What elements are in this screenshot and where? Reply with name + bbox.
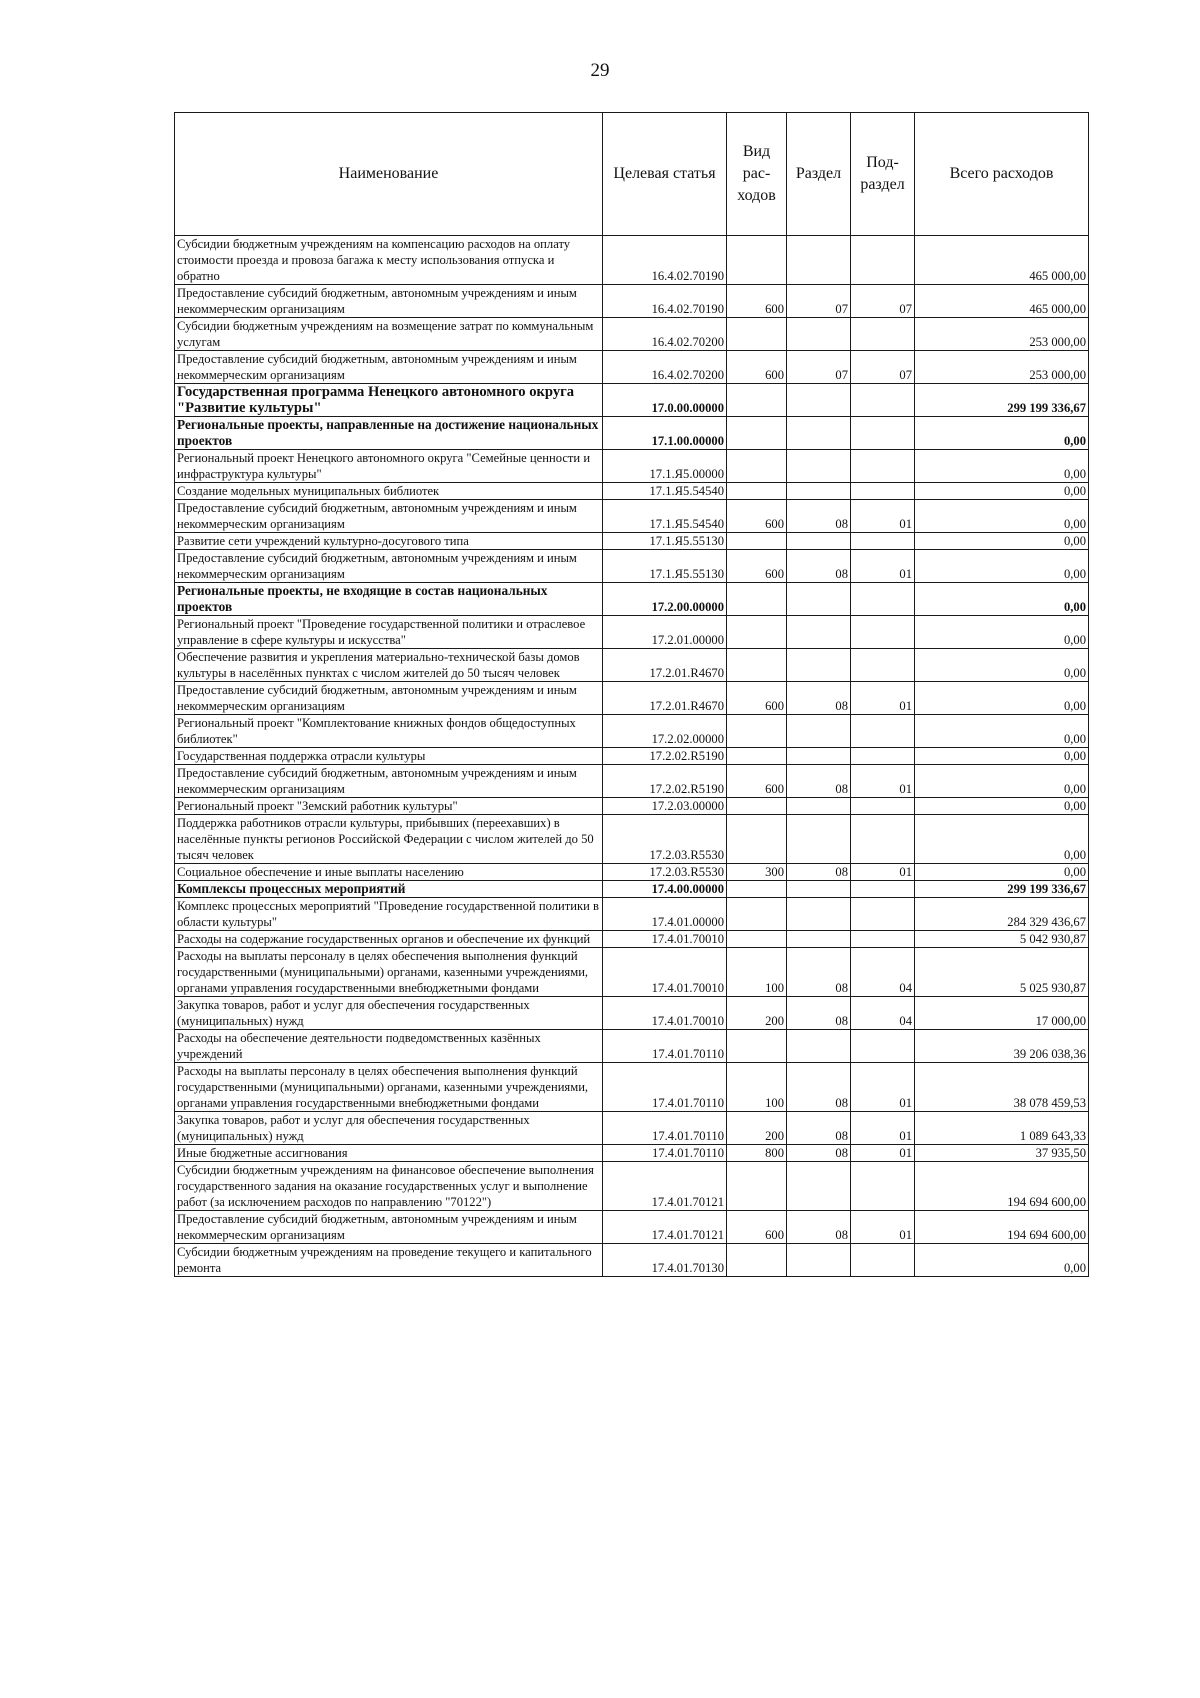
header-section: Раздел [787,113,851,236]
row-total-cell: 465 000,00 [915,285,1089,318]
row-subsection-cell [851,384,915,417]
table-row [175,351,1089,384]
table-row [175,931,1089,948]
row-expense-kind-cell: 800 [727,1145,787,1162]
row-subsection-cell: 01 [851,1112,915,1145]
row-target-article-cell: 17.2.01.00000 [603,616,727,649]
row-total-cell: 465 000,00 [915,236,1089,285]
page-number: 29 [590,60,610,81]
row-name-cell: Региональный проект "Комплектование книжных фондов общедоступных библиотек" [175,715,603,748]
row-expense-kind-cell [727,533,787,550]
table-row [175,815,1089,864]
row-name-cell: Субсидии бюджетным учреждениям на компенсацию расходов на оплату стоимости проезда и провоза багажа к месту использования отпуска и обратно [175,236,603,285]
row-total-cell: 0,00 [915,798,1089,815]
row-subsection-cell: 04 [851,948,915,997]
table-row [175,533,1089,550]
table-row [175,417,1089,450]
row-expense-kind-cell: 200 [727,1112,787,1145]
row-expense-kind-cell: 100 [727,1063,787,1112]
row-section-cell [787,417,851,450]
row-total-cell: 39 206 038,36 [915,1030,1089,1063]
row-expense-kind-cell [727,1244,787,1277]
row-name-cell: Предоставление субсидий бюджетным, автономным учреждениям и иным некоммерческим организациям [175,351,603,384]
row-total-cell: 17 000,00 [915,997,1089,1030]
row-name-cell: Государственная программа Ненецкого автономного округа "Развитие культуры" [175,384,603,417]
row-expense-kind-cell [727,1162,787,1211]
row-section-cell [787,583,851,616]
table-row [175,1244,1089,1277]
table-header-row [175,113,1089,236]
row-total-cell: 0,00 [915,616,1089,649]
row-total-cell: 194 694 600,00 [915,1211,1089,1244]
row-section-cell [787,715,851,748]
table-row [175,616,1089,649]
row-expense-kind-cell [727,450,787,483]
row-section-cell [787,384,851,417]
row-expense-kind-cell [727,815,787,864]
row-total-cell: 0,00 [915,417,1089,450]
row-target-article-cell: 17.4.01.70010 [603,948,727,997]
row-total-cell: 0,00 [915,682,1089,715]
row-name-cell: Расходы на обеспечение деятельности подведомственных казённых учреждений [175,1030,603,1063]
row-name-cell: Предоставление субсидий бюджетным, автономным учреждениям и иным некоммерческим организациям [175,1211,603,1244]
row-name-cell: Расходы на выплаты персоналу в целях обеспечения выполнения функций государственными (муниципальными) органами, казенными учреждениями, органами управления государственными внебюджетными фондами [175,1063,603,1112]
row-total-cell: 0,00 [915,864,1089,881]
row-subsection-cell [851,748,915,765]
row-section-cell [787,649,851,682]
row-total-cell: 1 089 643,33 [915,1112,1089,1145]
row-subsection-cell [851,931,915,948]
row-section-cell [787,236,851,285]
row-name-cell: Закупка товаров, работ и услуг для обеспечения государственных (муниципальных) нужд [175,997,603,1030]
row-subsection-cell: 01 [851,1145,915,1162]
row-name-cell: Предоставление субсидий бюджетным, автономным учреждениям и иным некоммерческим организациям [175,285,603,318]
row-section-cell [787,483,851,500]
row-target-article-cell: 17.2.02.R5190 [603,765,727,798]
row-subsection-cell [851,417,915,450]
table-row [175,1112,1089,1145]
row-subsection-cell [851,1244,915,1277]
row-target-article-cell: 17.4.01.70110 [603,1145,727,1162]
row-subsection-cell [851,1030,915,1063]
row-target-article-cell: 17.2.03.R5530 [603,815,727,864]
row-subsection-cell: 07 [851,285,915,318]
row-subsection-cell: 01 [851,1063,915,1112]
row-subsection-cell [851,649,915,682]
row-expense-kind-cell [727,748,787,765]
row-expense-kind-cell [727,649,787,682]
row-expense-kind-cell: 200 [727,997,787,1030]
row-subsection-cell: 04 [851,997,915,1030]
row-subsection-cell: 07 [851,351,915,384]
row-expense-kind-cell [727,881,787,898]
row-section-cell: 08 [787,997,851,1030]
row-section-cell: 08 [787,1063,851,1112]
row-target-article-cell: 17.2.02.R5190 [603,748,727,765]
row-section-cell: 07 [787,351,851,384]
row-total-cell: 299 199 336,67 [915,384,1089,417]
row-expense-kind-cell [727,616,787,649]
row-expense-kind-cell [727,384,787,417]
header-target-article: Целевая статья [603,113,727,236]
row-total-cell: 0,00 [915,500,1089,533]
table-row [175,384,1089,417]
row-name-cell: Предоставление субсидий бюджетным, автономным учреждениям и иным некоммерческим организациям [175,765,603,798]
row-target-article-cell: 17.1.Я5.54540 [603,483,727,500]
row-name-cell: Субсидии бюджетным учреждениям на финансовое обеспечение выполнения государственного задания на оказание государственных услуг и выполнение работ (за исключением расходов по направлению "70122") [175,1162,603,1211]
row-total-cell: 253 000,00 [915,318,1089,351]
table-row [175,649,1089,682]
table-row [175,715,1089,748]
table-row [175,748,1089,765]
row-subsection-cell [851,236,915,285]
row-name-cell: Региональные проекты, не входящие в состав национальных проектов [175,583,603,616]
row-name-cell: Комплекс процессных мероприятий "Проведение государственной политики в области культуры" [175,898,603,931]
row-subsection-cell: 01 [851,550,915,583]
row-target-article-cell: 17.1.Я5.55130 [603,533,727,550]
row-name-cell: Субсидии бюджетным учреждениям на проведение текущего и капитального ремонта [175,1244,603,1277]
row-subsection-cell [851,715,915,748]
row-section-cell: 08 [787,1112,851,1145]
row-name-cell: Расходы на содержание государственных органов и обеспечение их функций [175,931,603,948]
row-target-article-cell: 17.4.01.70110 [603,1063,727,1112]
row-expense-kind-cell [727,1030,787,1063]
row-target-article-cell: 17.4.01.70130 [603,1244,727,1277]
row-section-cell [787,1030,851,1063]
row-target-article-cell: 17.2.03.R5530 [603,864,727,881]
row-section-cell: 08 [787,1145,851,1162]
header-name: Наименование [175,113,603,236]
row-name-cell: Социальное обеспечение и иные выплаты населению [175,864,603,881]
row-subsection-cell [851,798,915,815]
row-total-cell: 0,00 [915,483,1089,500]
row-subsection-cell: 01 [851,1211,915,1244]
table-row [175,881,1089,898]
row-target-article-cell: 16.4.02.70190 [603,236,727,285]
row-target-article-cell: 17.4.01.70010 [603,997,727,1030]
row-subsection-cell: 01 [851,500,915,533]
row-total-cell: 0,00 [915,815,1089,864]
row-expense-kind-cell [727,483,787,500]
row-name-cell: Комплексы процессных мероприятий [175,881,603,898]
row-name-cell: Субсидии бюджетным учреждениям на возмещение затрат по коммунальным услугам [175,318,603,351]
row-subsection-cell [851,450,915,483]
row-total-cell: 253 000,00 [915,351,1089,384]
row-target-article-cell: 17.4.01.70110 [603,1112,727,1145]
row-expense-kind-cell: 600 [727,285,787,318]
row-name-cell: Обеспечение развития и укрепления материально-технической базы домов культуры в населённых пунктах с числом жителей до 50 тысяч человек [175,649,603,682]
table-row [175,682,1089,715]
row-expense-kind-cell [727,236,787,285]
row-target-article-cell: 16.4.02.70200 [603,318,727,351]
row-target-article-cell: 17.4.01.70121 [603,1211,727,1244]
table-row [175,500,1089,533]
row-expense-kind-cell [727,798,787,815]
row-name-cell: Региональный проект Ненецкого автономного округа "Семейные ценности и инфраструктура культуры" [175,450,603,483]
row-total-cell: 0,00 [915,715,1089,748]
row-section-cell [787,1162,851,1211]
row-name-cell: Региональные проекты, направленные на достижение национальных проектов [175,417,603,450]
row-name-cell: Иные бюджетные ассигнования [175,1145,603,1162]
row-section-cell: 08 [787,1211,851,1244]
row-section-cell [787,881,851,898]
row-section-cell: 07 [787,285,851,318]
row-name-cell: Предоставление субсидий бюджетным, автономным учреждениям и иным некоммерческим организациям [175,682,603,715]
table-row [175,948,1089,997]
row-total-cell: 38 078 459,53 [915,1063,1089,1112]
row-section-cell [787,931,851,948]
table-row [175,997,1089,1030]
row-section-cell [787,533,851,550]
row-section-cell: 08 [787,550,851,583]
row-subsection-cell [851,1162,915,1211]
row-target-article-cell: 17.4.00.00000 [603,881,727,898]
row-target-article-cell: 17.1.00.00000 [603,417,727,450]
row-target-article-cell: 17.2.02.00000 [603,715,727,748]
table-row [175,1162,1089,1211]
row-name-cell: Создание модельных муниципальных библиотек [175,483,603,500]
row-subsection-cell [851,533,915,550]
row-target-article-cell: 17.2.01.R4670 [603,649,727,682]
header-expense-kind: Вид рас- ходов [727,113,787,236]
row-section-cell: 08 [787,948,851,997]
row-expense-kind-cell [727,931,787,948]
table-row [175,1063,1089,1112]
row-target-article-cell: 17.1.Я5.00000 [603,450,727,483]
row-section-cell [787,1244,851,1277]
row-subsection-cell: 01 [851,864,915,881]
row-expense-kind-cell [727,583,787,616]
row-subsection-cell [851,583,915,616]
table-row [175,798,1089,815]
table-row [175,450,1089,483]
row-expense-kind-cell [727,715,787,748]
row-expense-kind-cell [727,318,787,351]
table-row [175,236,1089,285]
row-target-article-cell: 17.1.Я5.55130 [603,550,727,583]
budget-table [174,112,1089,1277]
row-name-cell: Государственная поддержка отрасли культуры [175,748,603,765]
row-target-article-cell: 17.2.03.00000 [603,798,727,815]
row-expense-kind-cell: 300 [727,864,787,881]
table-row [175,583,1089,616]
row-name-cell: Региональный проект "Земский работник культуры" [175,798,603,815]
row-expense-kind-cell: 600 [727,351,787,384]
row-section-cell [787,450,851,483]
row-total-cell: 0,00 [915,450,1089,483]
row-name-cell: Расходы на выплаты персоналу в целях обеспечения выполнения функций государственными (муниципальными) органами, казенными учреждениями, органами управления государственными внебюджетными фондами [175,948,603,997]
header-subsection: Под- раздел [851,113,915,236]
row-target-article-cell: 17.4.01.00000 [603,898,727,931]
row-section-cell [787,748,851,765]
row-subsection-cell [851,815,915,864]
row-expense-kind-cell: 600 [727,500,787,533]
row-target-article-cell: 17.2.01.R4670 [603,682,727,715]
row-expense-kind-cell: 600 [727,765,787,798]
row-section-cell: 08 [787,864,851,881]
row-section-cell: 08 [787,765,851,798]
row-total-cell: 5 025 930,87 [915,948,1089,997]
row-total-cell: 5 042 930,87 [915,931,1089,948]
table-row [175,765,1089,798]
row-expense-kind-cell: 600 [727,550,787,583]
table-row [175,864,1089,881]
row-total-cell: 0,00 [915,748,1089,765]
row-target-article-cell: 17.1.Я5.54540 [603,500,727,533]
row-subsection-cell [851,616,915,649]
row-target-article-cell: 17.4.01.70121 [603,1162,727,1211]
table-row [175,1211,1089,1244]
row-section-cell: 08 [787,500,851,533]
table-row [175,550,1089,583]
row-name-cell: Закупка товаров, работ и услуг для обеспечения государственных (муниципальных) нужд [175,1112,603,1145]
table-row [175,285,1089,318]
row-name-cell: Поддержка работников отрасли культуры, прибывших (переехавших) в населённые пункты регионов Российской Федерации с числом жителей до 50 тысяч человек [175,815,603,864]
row-total-cell: 194 694 600,00 [915,1162,1089,1211]
row-total-cell: 37 935,50 [915,1145,1089,1162]
row-total-cell: 0,00 [915,533,1089,550]
table-body [175,236,1089,1277]
row-section-cell [787,616,851,649]
table-row [175,1030,1089,1063]
table-row [175,898,1089,931]
row-expense-kind-cell [727,898,787,931]
row-expense-kind-cell: 100 [727,948,787,997]
row-subsection-cell [851,318,915,351]
row-name-cell: Предоставление субсидий бюджетным, автономным учреждениям и иным некоммерческим организациям [175,550,603,583]
row-name-cell: Развитие сети учреждений культурно-досугового типа [175,533,603,550]
row-subsection-cell: 01 [851,765,915,798]
row-target-article-cell: 16.4.02.70190 [603,285,727,318]
row-target-article-cell: 17.4.01.70110 [603,1030,727,1063]
row-target-article-cell: 16.4.02.70200 [603,351,727,384]
row-section-cell: 08 [787,682,851,715]
row-section-cell [787,798,851,815]
row-subsection-cell [851,483,915,500]
row-target-article-cell: 17.0.00.00000 [603,384,727,417]
header-total-expenses: Всего расходов [915,113,1089,236]
row-expense-kind-cell [727,417,787,450]
row-expense-kind-cell: 600 [727,1211,787,1244]
row-total-cell: 299 199 336,67 [915,881,1089,898]
row-total-cell: 0,00 [915,765,1089,798]
table-row [175,318,1089,351]
row-name-cell: Региональный проект "Проведение государственной политики и отраслевое управление в сфере культуры и искусства" [175,616,603,649]
row-expense-kind-cell: 600 [727,682,787,715]
table-row [175,1145,1089,1162]
row-total-cell: 284 329 436,67 [915,898,1089,931]
row-section-cell [787,318,851,351]
row-section-cell [787,898,851,931]
row-section-cell [787,815,851,864]
row-total-cell: 0,00 [915,550,1089,583]
row-total-cell: 0,00 [915,1244,1089,1277]
row-subsection-cell: 01 [851,682,915,715]
row-target-article-cell: 17.2.00.00000 [603,583,727,616]
row-total-cell: 0,00 [915,649,1089,682]
row-name-cell: Предоставление субсидий бюджетным, автономным учреждениям и иным некоммерческим организациям [175,500,603,533]
table-row [175,483,1089,500]
row-subsection-cell [851,881,915,898]
row-subsection-cell [851,898,915,931]
row-total-cell: 0,00 [915,583,1089,616]
row-target-article-cell: 17.4.01.70010 [603,931,727,948]
